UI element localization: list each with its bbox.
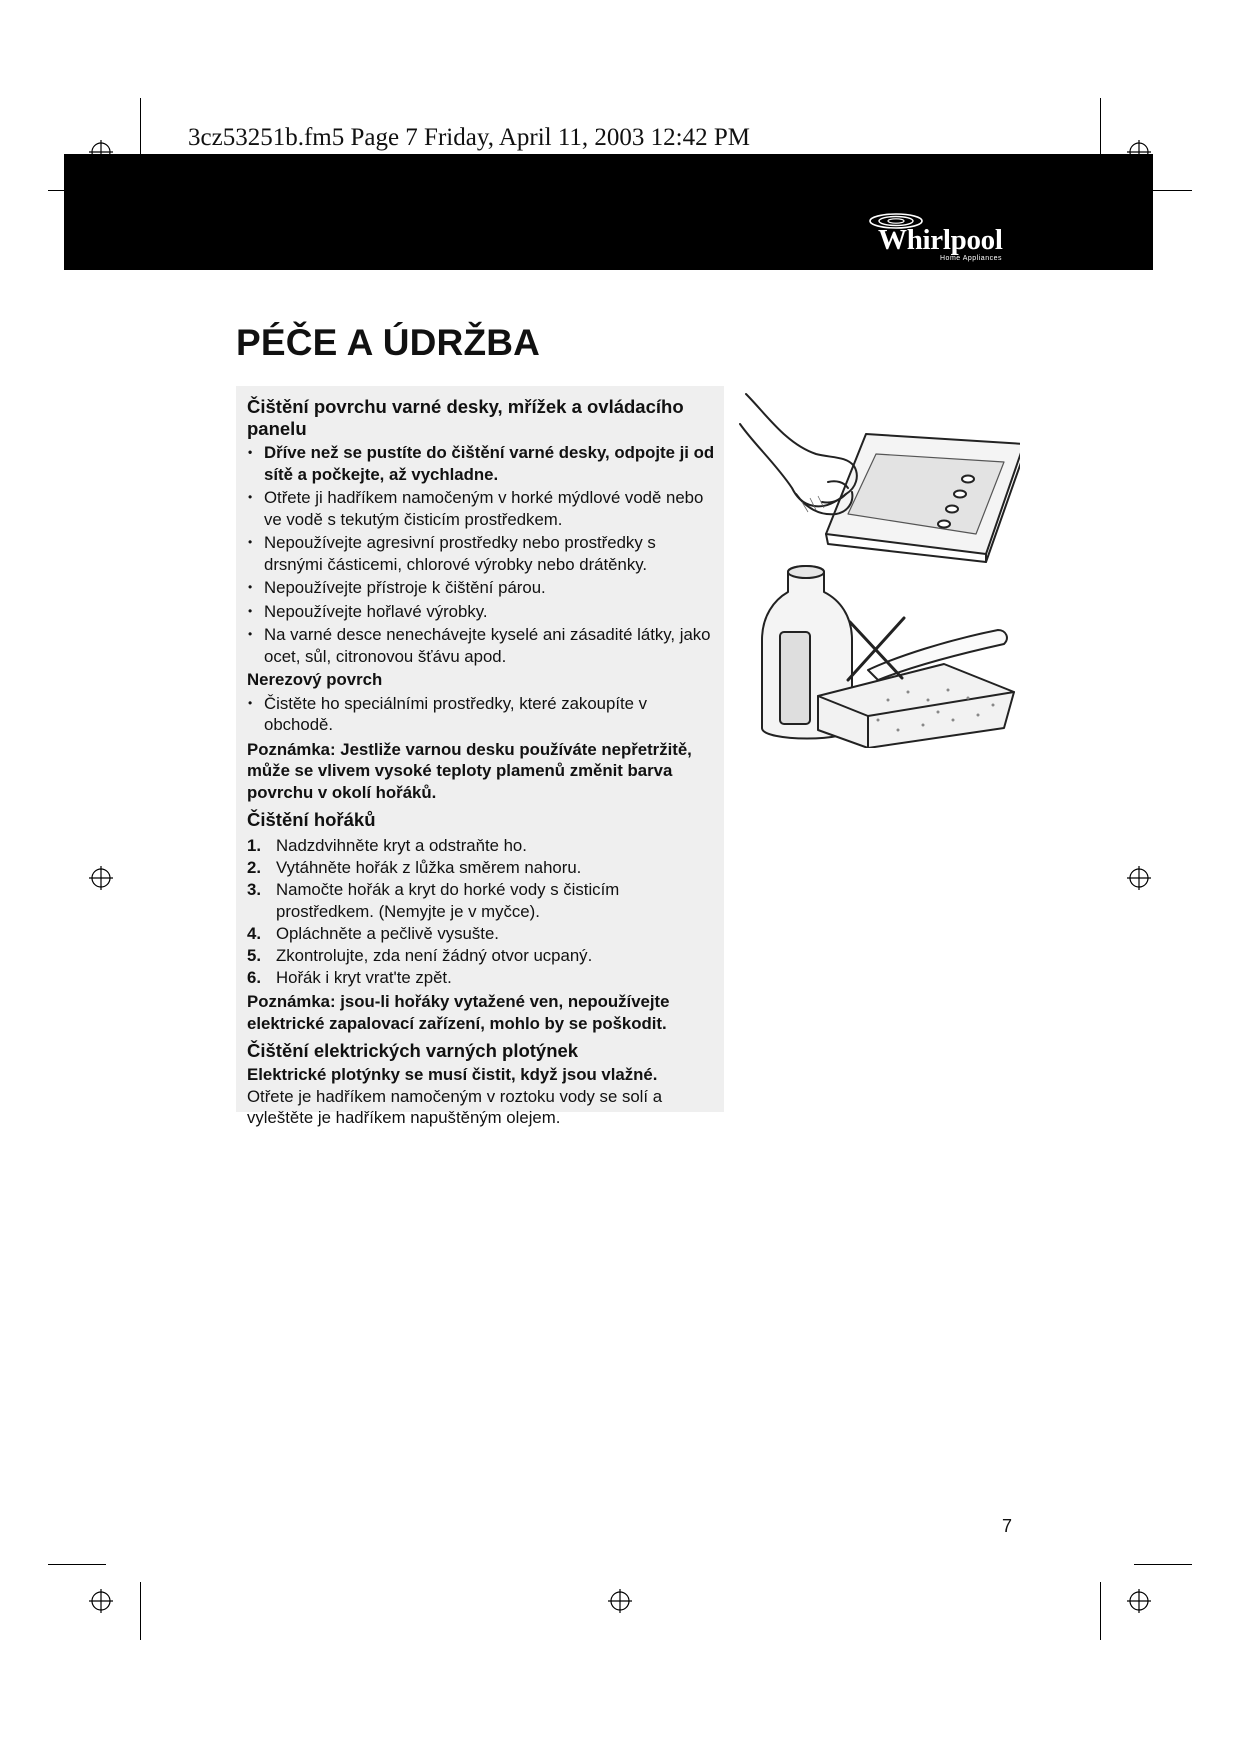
- registration-mark-icon: [1127, 866, 1151, 890]
- page-number: 7: [1002, 1516, 1013, 1536]
- section-heading-burners: Čištění hořáků: [247, 809, 376, 830]
- list-item: • Nepoužívejte přístroje k čištění párou.: [247, 577, 717, 599]
- list-item: • Na varné desce nenechávejte kyselé ani zásadité látky, jako ocet, sůl, citronovou šťávu apod.: [247, 624, 717, 667]
- list-item: 4. Opláchněte a pečlivě vysušte.: [247, 923, 499, 943]
- plates-text: Otřete je hadříkem namočeným v roztoku vody se solí a vyleštěte je hadříkem napuštěným olejem.: [247, 1086, 663, 1128]
- burner-note: Poznámka: jsou-li hořáky vytažené ven, nepoužívejte elektrické zapalovací zařízení, mohlo by se poškodit.: [247, 992, 670, 1033]
- surface-bullet-list: [247, 442, 717, 667]
- burner-steps: [247, 835, 717, 988]
- page-title: PÉČE A ÚDRŽBA: [236, 322, 541, 363]
- forbidden-cleaners-illustration: [748, 560, 1016, 748]
- registration-mark-icon: [608, 1589, 632, 1613]
- plates-bold-line: Elektrické plotýnky se musí čistit, když jsou vlažné.: [247, 1065, 658, 1085]
- crop-mark: [1134, 1564, 1192, 1565]
- whirlpool-logo: [868, 212, 1028, 268]
- list-item: • Nepoužívejte agresivní prostředky nebo prostředky s drsnými částicemi, chlorové výrobky nebo drátěnky.: [247, 532, 717, 575]
- surface-note: Poznámka: Jestliže varnou desku používáte nepřetržitě, může se vlivem vysoké teploty plamenů změnit barva povrchu v okolí hořáků.: [247, 739, 692, 802]
- logo-tagline: Home Appliances: [940, 255, 1002, 262]
- crop-mark: [1100, 98, 1101, 156]
- registration-mark-icon: [89, 1589, 113, 1613]
- list-item: • Otřete ji hadříkem namočeným v horké mýdlové vodě nebo ve vodě s tekutým čisticím prostředkem.: [247, 487, 717, 530]
- registration-mark-icon: [89, 866, 113, 890]
- crop-mark: [1100, 1582, 1101, 1640]
- section-heading-plates: Čištění elektrických varných plotýnek: [247, 1040, 579, 1062]
- file-info-header: 3cz53251b.fm5 Page 7 Friday, April 11, 2003 12:42 PM: [188, 124, 750, 151]
- list-item: • Dříve než se pustíte do čištění varné desky, odpojte ji od sítě a počkejte, až vychladne.: [247, 442, 717, 485]
- crop-mark: [48, 1564, 106, 1565]
- crop-mark: [140, 1582, 141, 1640]
- list-item: • Nepoužívejte hořlavé výrobky.: [247, 601, 717, 623]
- list-item: 5. Zkontrolujte, zda není žádný otvor ucpaný.: [247, 945, 593, 965]
- section-heading-surface: Čištění povrchu varné desky, mřížek a ovládacího panelu: [247, 396, 684, 439]
- logo-wordmark: Whirlpool: [878, 224, 1003, 256]
- list-item: 6. Hořák i kryt vrat'te zpět.: [247, 967, 452, 987]
- care-instructions: [247, 396, 717, 1129]
- list-item: 3. Namočte hořák a kryt do horké vody s čisticím prostředkem. (Nemyjte je v myčce).: [247, 880, 620, 921]
- list-item: 2. Vytáhněte hořák z lůžka směrem nahoru.: [247, 858, 582, 878]
- hob-cleaning-illustration: [736, 384, 1020, 564]
- list-item: 1. Nadzdvihněte kryt a odstraňte ho.: [247, 836, 527, 855]
- steel-bullet-list: [247, 693, 717, 736]
- list-item: • Čistěte ho speciálními prostředky, které zakoupíte v obchodě.: [247, 693, 717, 736]
- crop-mark: [140, 98, 141, 156]
- registration-mark-icon: [1127, 1589, 1151, 1613]
- steel-heading: Nerezový povrch: [247, 670, 383, 689]
